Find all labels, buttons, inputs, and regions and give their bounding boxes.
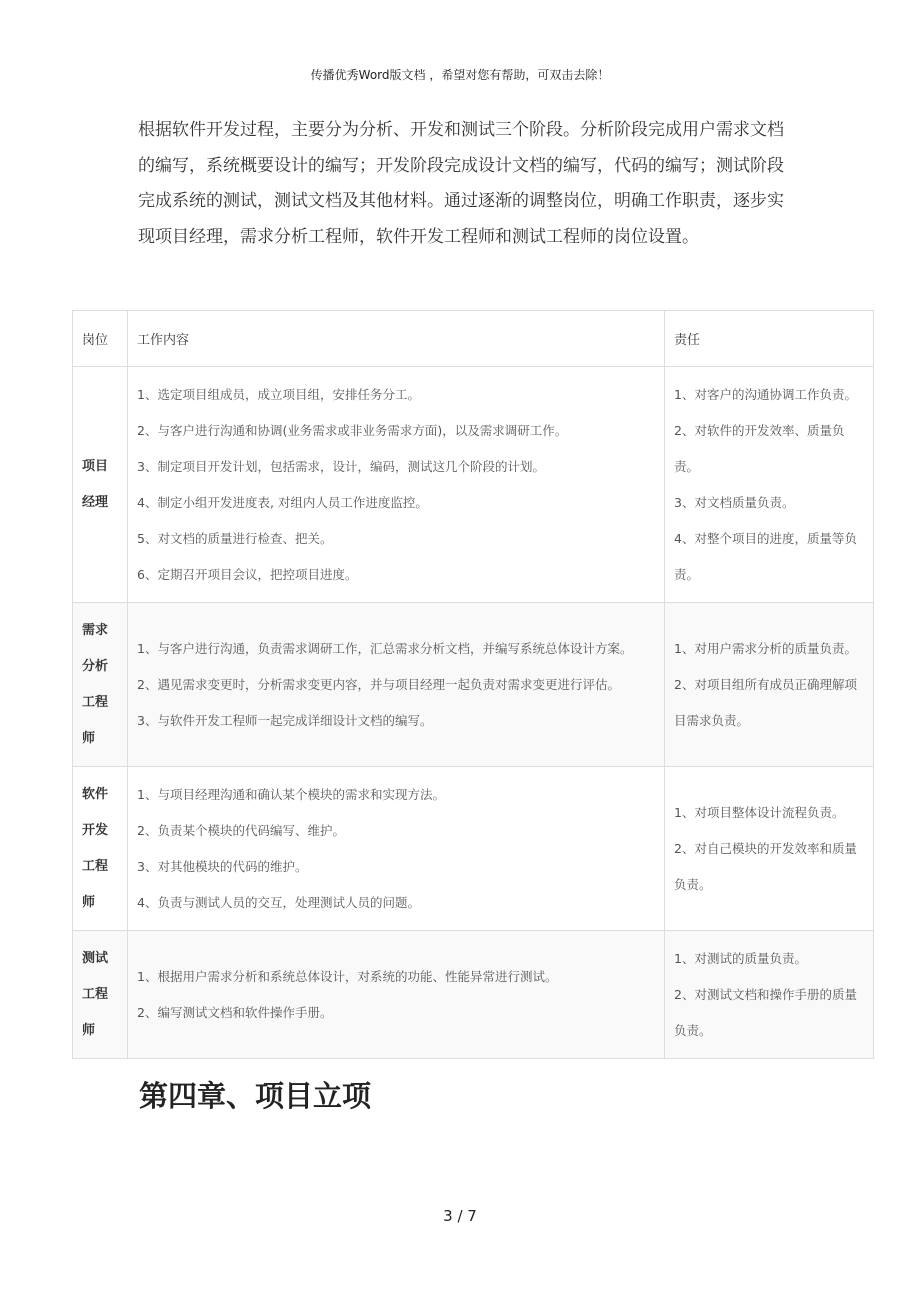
work-content-cell	[128, 367, 665, 603]
work-item: 6、定期召开项目会议，把控项目进度。	[137, 566, 358, 582]
intro-paragraph: 根据软件开发过程，主要分为分析、开发和测试三个阶段。分析阶段完成用户需求文档的编写，系统概要设计的编写；开发阶段完成设计文档的编写，代码的编写；测试阶段完成系统的测试，测试文档及其他材料。通过逐渐的调整岗位，明确工作职责，逐步实现项目经理，需求分析工程师，软件开发工程师和测试工程师的岗位设置。	[138, 120, 784, 247]
role-text: 开发	[82, 822, 109, 838]
work-item: 5、对文档的质量进行检查、把关。	[137, 530, 333, 546]
header-responsibility: 责任	[665, 311, 874, 367]
role-text: 项目	[82, 458, 109, 474]
page-header-note: 传播优秀Word版文档 ，希望对您有帮助，可双击去除！	[310, 68, 610, 82]
work-item: 1、与客户进行沟通，负责需求调研工作，汇总需求分析文档，并编写系统总体设计方案。	[137, 640, 633, 656]
role-text: 分析	[82, 658, 109, 674]
role-cell	[73, 931, 128, 1059]
role-cell	[73, 367, 128, 603]
header-position: 岗位	[73, 311, 128, 367]
role-text: 师	[82, 1022, 96, 1038]
work-item: 3、与软件开发工程师一起完成详细设计文档的编写。	[137, 712, 433, 728]
role-text: 师	[82, 894, 96, 910]
responsibility-item: 1、对客户的沟通协调工作负责。	[674, 386, 857, 402]
responsibility-item: 2、对自己模块的开发效率和质量负责。	[674, 840, 857, 892]
work-item: 2、编写测试文档和软件操作手册。	[137, 1004, 333, 1020]
role-text: 工程	[82, 694, 109, 710]
work-item: 3、对其他模块的代码的维护。	[137, 858, 308, 874]
role-cell	[73, 603, 128, 767]
work-content-cell	[128, 931, 665, 1059]
role-text: 工程	[82, 986, 109, 1002]
work-item: 1、与项目经理沟通和确认某个模块的需求和实现方法。	[137, 786, 445, 802]
page-number: 3 / 7	[443, 1207, 477, 1225]
work-content-cell	[128, 603, 665, 767]
table-header-row	[73, 311, 874, 367]
role-text: 经理	[82, 494, 109, 510]
role-text: 软件	[82, 786, 109, 802]
responsibility-item: 1、对项目整体设计流程负责。	[674, 804, 845, 820]
table-row	[73, 603, 874, 767]
role-text: 师	[82, 730, 96, 746]
responsibility-item: 4、对整个项目的进度，质量等负责。	[674, 530, 857, 582]
responsibility-cell	[665, 367, 874, 603]
responsibility-item: 1、对测试的质量负责。	[674, 950, 807, 966]
role-cell	[73, 767, 128, 931]
responsibility-cell	[665, 931, 874, 1059]
work-item: 2、与客户进行沟通和协调(业务需求或非业务需求方面)，以及需求调研工作。	[137, 422, 568, 438]
table-row	[73, 931, 874, 1059]
work-item: 3、制定项目开发计划，包括需求，设计，编码，测试这几个阶段的计划。	[137, 458, 545, 474]
work-item: 1、根据用户需求分析和系统总体设计，对系统的功能、性能异常进行测试。	[137, 968, 558, 984]
responsibility-item: 2、对软件的开发效率、质量负责。	[674, 422, 845, 474]
chapter-heading: 第四章、项目立项	[139, 1079, 372, 1113]
table-row	[73, 767, 874, 931]
work-item: 2、负责某个模块的代码编写、维护。	[137, 822, 345, 838]
work-item: 4、负责与测试人员的交互，处理测试人员的问题。	[137, 894, 420, 910]
role-text: 测试	[82, 950, 109, 966]
work-item: 4、制定小组开发进度表, 对组内人员工作进度监控。	[137, 494, 428, 510]
work-item: 2、遇见需求变更时，分析需求变更内容，并与项目经理一起负责对需求变更进行评估。	[137, 676, 620, 692]
responsibility-cell	[665, 603, 874, 767]
responsibility-item: 2、对项目组所有成员正确理解项目需求负责。	[674, 676, 857, 728]
table-row	[73, 367, 874, 603]
roles-table	[72, 310, 874, 1059]
responsibility-item: 2、对测试文档和操作手册的质量负责。	[674, 986, 857, 1038]
responsibility-item: 1、对用户需求分析的质量负责。	[674, 640, 857, 656]
work-item: 1、选定项目组成员，成立项目组，安排任务分工。	[137, 386, 420, 402]
role-text: 需求	[82, 622, 109, 638]
work-content-cell	[128, 767, 665, 931]
responsibility-item: 3、对文档质量负责。	[674, 494, 795, 510]
responsibility-cell	[665, 767, 874, 931]
role-text: 工程	[82, 858, 109, 874]
header-work-content: 工作内容	[128, 311, 665, 367]
